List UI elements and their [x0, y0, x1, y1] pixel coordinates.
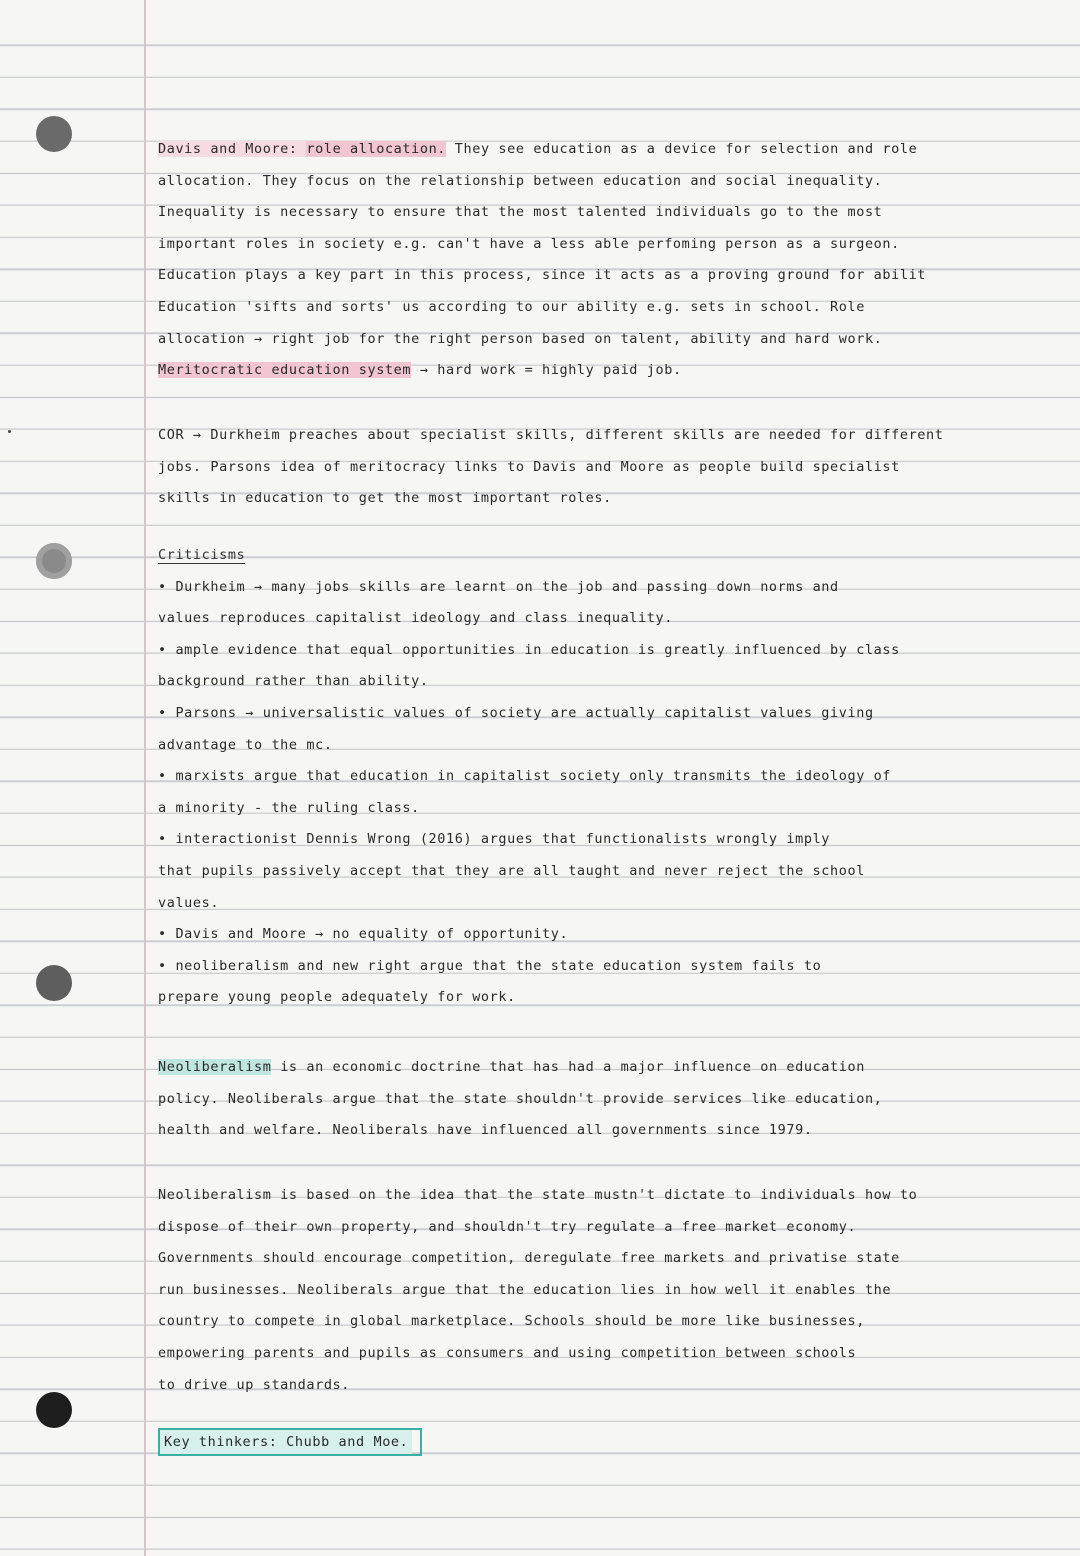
paragraph-line: policy. Neoliberals argue that the state shouldn't provide services like education,	[158, 1090, 883, 1107]
paragraph-line: allocation → right job for the right person based on talent, ability and hard work.	[158, 330, 883, 347]
neoliberalism-term: Neoliberalism	[158, 1059, 272, 1075]
criticism-line: • ample evidence that equal opportunities in education is greatly influenced by class	[158, 641, 900, 658]
criticism-line: • Durkheim → many jobs skills are learnt on the job and passing down norms and	[158, 578, 839, 595]
paragraph-line: empowering parents and pupils as consumers and using competition between schools	[158, 1344, 857, 1361]
key-thinkers-label: Key thinkers: Chubb and Moe.	[158, 1428, 412, 1456]
paragraph-line: skills in education to get the most important roles.	[158, 490, 612, 507]
bracket-end	[412, 1428, 422, 1456]
criticism-line: • neoliberalism and new right argue that the state education system fails to	[158, 957, 822, 974]
paragraph-line: Governments should encourage competition, deregulate free markets and privatise state	[158, 1250, 900, 1267]
paragraph-line: jobs. Parsons idea of meritocracy links to Davis and Moore as people build specialist	[158, 458, 900, 475]
paragraph-line: run businesses. Neoliberals argue that the education lies in how well it enables the	[158, 1281, 892, 1298]
paragraph-line	[158, 134, 1068, 166]
cor-paragraph	[158, 420, 1068, 515]
davis-moore-term: Davis and Moore	[158, 141, 289, 157]
criticism-line: background rather than ability.	[158, 673, 429, 690]
criticism-line: • marxists argue that education in capitalist society only transmits the ideology of	[158, 768, 892, 785]
criticism-line: values.	[158, 894, 220, 911]
paragraph-line: Education plays a key part in this process, since it acts as a proving ground for abilit	[158, 267, 927, 284]
paragraph-text: is an economic doctrine that has had a major influence on education	[271, 1059, 865, 1075]
punch-hole-4	[36, 1392, 72, 1428]
paragraph-line: allocation. They focus on the relationship between education and social inequality.	[158, 172, 883, 189]
key-thinkers-box	[158, 1428, 1068, 1456]
paragraph-line: to drive up standards.	[158, 1376, 351, 1393]
criticisms-section	[158, 540, 1068, 1014]
margin-line	[144, 0, 146, 1556]
criticisms-heading-line	[158, 540, 1068, 572]
criticisms-heading: Criticisms	[158, 547, 246, 563]
paragraph-line: country to compete in global marketplace. Schools should be more like businesses,	[158, 1313, 865, 1330]
paragraph-line: dispose of their own property, and shouldn't try regulate a free market economy.	[158, 1218, 857, 1235]
criticism-line: advantage to the mc.	[158, 736, 333, 753]
role-allocation-term: role allocation.	[306, 141, 447, 157]
criticism-line: • Davis and Moore → no equality of opportunity.	[158, 926, 569, 943]
neoliberalism-definition	[158, 1052, 1068, 1147]
punch-hole-3	[36, 965, 72, 1001]
paragraph-line	[158, 1052, 1068, 1084]
margin-dot	[8, 430, 11, 433]
paragraph-text: → hard work = highly paid job.	[411, 362, 682, 379]
paragraph-line	[158, 355, 1068, 387]
criticism-line: that pupils passively accept that they are all taught and never reject the school	[158, 862, 865, 879]
neoliberalism-detail	[158, 1180, 1068, 1401]
criticism-line: values reproduces capitalist ideology and class inequality.	[158, 610, 673, 627]
punch-hole-1	[36, 116, 72, 152]
criticism-line: prepare young people adequately for work.	[158, 989, 516, 1006]
paragraph-line: Education 'sifts and sorts' us according to our ability e.g. sets in school. Role	[158, 298, 865, 315]
paragraph-text: They see education as a device for selection and role	[446, 141, 918, 157]
paragraph-line: Inequality is necessary to ensure that the most talented individuals go to the most	[158, 204, 883, 221]
paragraph-line: important roles in society e.g. can't have a less able perfoming person as a surgeon.	[158, 235, 900, 252]
criticism-line: • interactionist Dennis Wrong (2016) argues that functionalists wrongly imply	[158, 831, 831, 848]
paragraph-line: Neoliberalism is based on the idea that the state mustn't dictate to individuals how to	[158, 1187, 918, 1203]
role-allocation-paragraph	[158, 134, 1068, 387]
criticism-line: • Parsons → universalistic values of society are actually capitalist values giving	[158, 704, 874, 721]
paragraph-line: COR → Durkheim preaches about specialist skills, different skills are needed for different	[158, 427, 944, 443]
punch-hole-2	[36, 543, 72, 579]
criticism-line: a minority - the ruling class.	[158, 799, 420, 816]
paragraph-line: health and welfare. Neoliberals have influenced all governments since 1979.	[158, 1122, 813, 1139]
heading-separator: :	[288, 141, 307, 157]
meritocratic-term: Meritocratic education system	[158, 362, 412, 379]
